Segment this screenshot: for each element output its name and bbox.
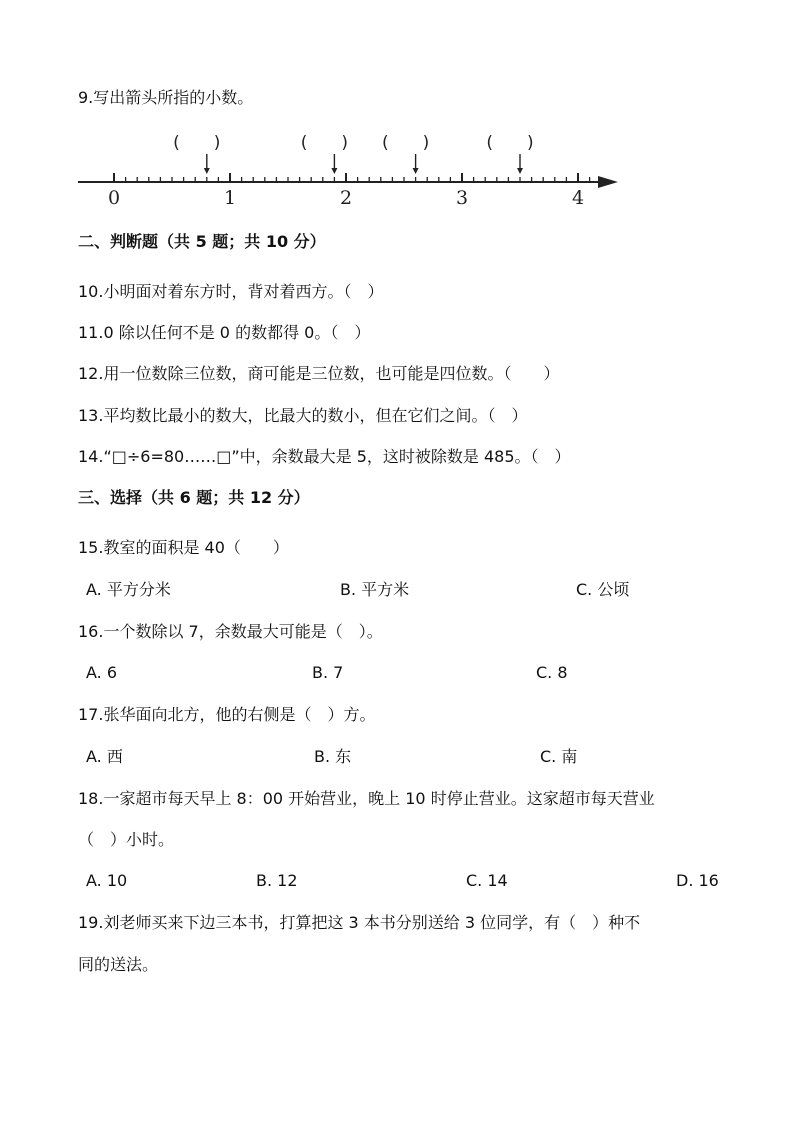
question-13: 13.平均数比最小的数大，比最大的数小，但在它们之间。（ ）: [78, 406, 528, 425]
q17-option-c: C. 南: [540, 747, 578, 766]
q15-option-c: C. 公顷: [576, 580, 630, 599]
question-19-line-2: 同的送法。: [78, 955, 159, 974]
q17-option-b: B. 东: [314, 747, 352, 766]
number-line-tick-label: 2: [339, 187, 353, 209]
q18-option-c: C. 14: [466, 871, 508, 890]
question-18-line-1: 18.一家超市每天早上 8：00 开始营业，晚上 10 时停止营业。这家超市每天营业: [78, 789, 655, 808]
q15-option-b: B. 平方米: [340, 580, 410, 599]
q16-option-a: A. 6: [86, 663, 118, 682]
number-line: [78, 128, 638, 210]
question-11: 11.0 除以任何不是 0 的数都得 0。（ ）: [78, 323, 371, 342]
number-line-tick-label: 0: [107, 187, 121, 209]
number-line-arrowhead: [598, 176, 618, 188]
q16-option-b: B. 7: [312, 663, 344, 682]
answer-blank: ( ): [486, 133, 534, 153]
question-10: 10.小明面对着东方时，背对着西方。（ ）: [78, 282, 384, 301]
question-19-line-1: 19.刘老师买来下边三本书，打算把这 3 本书分别送给 3 位同学，有（ ）种不: [78, 913, 641, 932]
q17-option-a: A. 西: [86, 747, 123, 766]
question-17: 17.张华面向北方，他的右侧是（ ）方。: [78, 705, 376, 724]
q18-option-d: D. 16: [676, 871, 719, 890]
number-line-tick-label: 3: [455, 187, 469, 209]
arrow-pointer-head: [331, 168, 337, 174]
q16-option-c: C. 8: [536, 663, 568, 682]
section-2-heading: 二、判断题（共 5 题；共 10 分）: [78, 232, 326, 251]
q18-option-b: B. 12: [256, 871, 298, 890]
question-15: 15.教室的面积是 40（ ）: [78, 538, 289, 557]
number-line-tick-label: 1: [223, 187, 237, 209]
question-12: 12.用一位数除三位数，商可能是三位数，也可能是四位数。（ ）: [78, 364, 560, 383]
question-18-line-2: （ ）小时。: [78, 830, 175, 849]
arrow-pointer-head: [517, 168, 523, 174]
arrow-pointer-head: [413, 168, 419, 174]
answer-blank: ( ): [300, 133, 349, 153]
arrow-pointer-head: [204, 168, 210, 174]
answer-blank: ( ): [173, 133, 221, 153]
q15-option-a: A. 平方分米: [86, 580, 171, 599]
question-14: 14.“□÷6=80……□”中，余数最大是 5，这时被除数是 485。（ ）: [78, 447, 571, 466]
answer-blank: ( ): [381, 133, 430, 153]
number-line-tick-label: 4: [571, 187, 585, 209]
section-3-heading: 三、选择（共 6 题；共 12 分）: [78, 488, 310, 507]
question-9-text: 9.写出箭头所指的小数。: [78, 88, 254, 107]
q18-option-a: A. 10: [86, 871, 128, 890]
question-16: 16.一个数除以 7，余数最大可能是（ ）。: [78, 622, 383, 641]
